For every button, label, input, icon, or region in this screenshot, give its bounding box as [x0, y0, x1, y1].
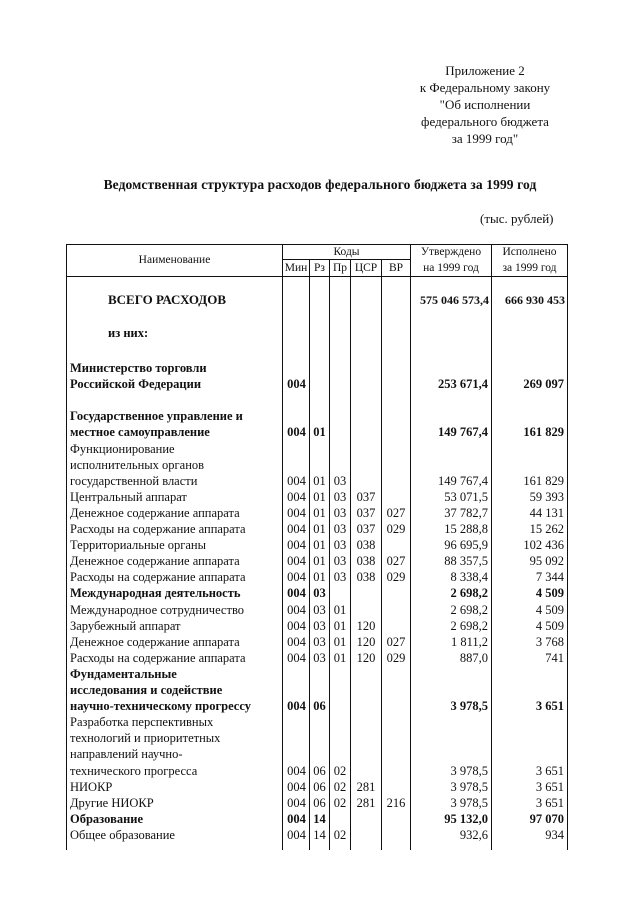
appendix-line: Приложение 2	[445, 63, 525, 78]
row-approved: 95 132,0	[444, 811, 488, 826]
row-code-pr: 02	[333, 763, 347, 778]
row-code-pr: 03	[333, 489, 347, 504]
row-name: Государственное управление и	[70, 409, 243, 424]
header-vr: ВР	[388, 262, 404, 274]
row-executed: 934	[545, 827, 564, 842]
row-code-pr: 03	[333, 538, 347, 553]
row-code-min: 004	[287, 618, 306, 633]
row-code-pr: 03	[333, 522, 347, 536]
row-code-pr: 03	[333, 505, 347, 520]
row-code-min: 004	[287, 377, 306, 392]
row-code-rz: 01	[313, 489, 326, 504]
row-approved: 3 978,5	[450, 779, 488, 794]
row-name: Территориальные органы	[70, 538, 207, 553]
row-code-rz: 01	[313, 554, 326, 569]
row-code-min: 004	[287, 554, 306, 569]
row-approved: 149 767,4	[438, 473, 488, 488]
of-which-label: из них:	[108, 326, 149, 340]
row-code-vr: 216	[386, 795, 406, 810]
row-code-rz: 01	[313, 425, 326, 440]
row-code-min: 004	[287, 827, 306, 842]
row-code-min: 004	[287, 586, 306, 601]
header-name: Наименование	[138, 254, 211, 266]
row-approved: 2 698,2	[450, 618, 488, 633]
row-approved: 37 782,7	[444, 505, 488, 520]
row-code-vr: 027	[386, 505, 406, 520]
row-code-rz: 03	[313, 618, 326, 633]
row-name: Министерство торговли	[70, 361, 207, 375]
row-code-min: 004	[287, 763, 306, 778]
row-name: местное самоуправление	[70, 425, 210, 440]
row-code-csr: 038	[356, 570, 376, 585]
row-executed: 269 097	[523, 377, 564, 392]
row-name: Другие НИОКР	[70, 795, 154, 810]
row-name: НИОКР	[70, 779, 113, 794]
row-code-pr: 02	[333, 779, 347, 794]
row-code-csr: 281	[356, 795, 376, 810]
appendix-line: к Федеральному закону	[419, 80, 551, 95]
row-name: Центральный аппарат	[70, 489, 187, 504]
row-code-pr: 01	[333, 618, 347, 633]
row-code-rz: 01	[313, 505, 326, 520]
row-name: Российской Федерации	[70, 377, 202, 392]
row-name: Денежное содержание аппарата	[70, 554, 240, 569]
row-executed: 4 509	[535, 586, 564, 601]
row-code-csr: 120	[356, 618, 376, 633]
row-code-pr: 02	[333, 795, 347, 810]
row-executed: 4 509	[535, 618, 564, 633]
row-name: Международная деятельность	[70, 586, 241, 601]
row-code-rz: 14	[313, 811, 326, 826]
row-executed: 7 344	[535, 570, 564, 585]
row-approved: 3 978,5	[450, 699, 488, 714]
row-code-min: 004	[287, 699, 306, 714]
row-code-csr: 037	[356, 505, 376, 520]
row-code-csr: 120	[356, 634, 376, 649]
row-name: Денежное содержание аппарата	[70, 505, 240, 520]
header-approved-year: на 1999 год	[423, 262, 479, 274]
row-code-pr: 01	[333, 634, 347, 649]
row-code-min: 004	[287, 795, 306, 810]
row-code-csr: 038	[356, 554, 376, 569]
row-executed: 44 131	[529, 505, 564, 520]
row-executed: 3 651	[535, 779, 564, 794]
row-code-vr: 029	[386, 522, 406, 536]
row-code-vr: 027	[386, 554, 406, 569]
row-approved: 3 978,5	[450, 795, 488, 810]
row-code-min: 004	[287, 634, 306, 649]
row-executed: 161 829	[523, 473, 564, 488]
row-code-csr: 120	[356, 650, 376, 665]
header-executed-year: за 1999 год	[502, 262, 557, 274]
row-name: Образование	[70, 811, 144, 826]
row-code-csr: 037	[356, 522, 376, 536]
row-code-rz: 14	[313, 827, 326, 842]
row-executed: 95 092	[529, 554, 564, 569]
row-name: технического прогресса	[70, 763, 198, 778]
header-csr: ЦСР	[354, 262, 378, 274]
row-code-min: 004	[287, 489, 306, 504]
row-code-rz: 06	[313, 795, 326, 810]
row-code-rz: 01	[313, 522, 326, 536]
row-code-min: 004	[287, 779, 306, 794]
row-code-rz: 01	[313, 538, 326, 553]
row-executed: 161 829	[523, 425, 564, 440]
header-approved: Утверждено	[420, 246, 482, 258]
total-label: ВСЕГО РАСХОДОВ	[108, 292, 227, 307]
row-code-csr: 038	[356, 538, 376, 553]
row-approved: 253 671,4	[438, 377, 488, 392]
row-code-rz: 03	[313, 634, 326, 649]
row-code-csr: 037	[356, 489, 376, 504]
row-approved: 96 695,9	[444, 538, 488, 553]
row-approved: 2 698,2	[450, 602, 488, 617]
row-executed: 4 509	[535, 602, 564, 617]
row-code-pr: 01	[333, 602, 347, 617]
row-code-vr: 029	[386, 650, 406, 665]
row-executed: 3 651	[535, 795, 564, 810]
row-code-min: 004	[287, 811, 306, 826]
row-name: исследования и содействие	[70, 683, 223, 697]
header-codes: Коды	[333, 246, 360, 258]
row-executed: 3 651	[535, 763, 564, 778]
total-executed: 666 930 453	[505, 293, 565, 307]
row-code-pr: 03	[333, 554, 347, 569]
row-name: Функционирование	[70, 441, 175, 456]
row-approved: 1 811,2	[450, 634, 488, 649]
document-title: Ведомственная структура расходов федерального бюджета за 1999 год	[103, 177, 537, 192]
row-approved: 887,0	[459, 650, 488, 665]
row-name: Расходы на содержание аппарата	[70, 570, 246, 585]
row-name: Общее образование	[70, 827, 175, 842]
row-code-rz: 06	[313, 763, 326, 778]
row-code-rz: 01	[313, 570, 326, 585]
row-name: направлений научно-	[70, 747, 183, 762]
row-executed: 15 262	[529, 522, 564, 536]
row-executed: 102 436	[523, 538, 564, 553]
row-code-rz: 03	[313, 602, 326, 617]
row-name: Фундаментальные	[70, 666, 177, 681]
row-code-rz: 03	[313, 586, 326, 601]
appendix-line: "Об исполнении	[439, 97, 531, 112]
row-name: Расходы на содержание аппарата	[70, 522, 246, 536]
row-approved: 3 978,5	[450, 763, 488, 778]
row-code-min: 004	[287, 522, 306, 536]
row-approved: 53 071,5	[444, 489, 488, 504]
header-min: Мин	[284, 262, 308, 274]
row-executed: 97 070	[529, 811, 564, 826]
row-name: научно-техническому прогрессу	[70, 699, 251, 714]
appendix-line: федерального бюджета	[421, 114, 549, 129]
row-name: Разработка перспективных	[70, 715, 214, 730]
row-code-min: 004	[287, 473, 306, 488]
appendix-line: за 1999 год"	[451, 131, 519, 146]
row-code-min: 004	[287, 425, 306, 440]
units-label: (тыс. рублей)	[480, 211, 554, 226]
row-name: государственной власти	[70, 473, 198, 488]
row-code-rz: 01	[313, 473, 326, 488]
row-code-pr: 01	[333, 650, 347, 665]
row-name: технологий и приоритетных	[70, 731, 221, 746]
row-code-vr: 029	[386, 570, 406, 585]
header-rz: Рз	[314, 262, 325, 274]
row-code-min: 004	[287, 570, 306, 585]
row-approved: 149 767,4	[438, 425, 488, 440]
row-name: Международное сотрудничество	[70, 602, 245, 617]
row-code-pr: 03	[333, 473, 347, 488]
row-approved: 15 288,8	[444, 522, 488, 536]
header-pr: Пр	[332, 262, 348, 274]
row-code-min: 004	[287, 505, 306, 520]
row-code-rz: 06	[313, 699, 326, 714]
header-executed: Исполнено	[502, 246, 557, 258]
total-approved: 575 046 573,4	[420, 293, 489, 307]
row-approved: 88 357,5	[444, 554, 488, 569]
row-executed: 59 393	[529, 489, 564, 504]
row-code-vr: 027	[386, 634, 406, 649]
row-approved: 2 698,2	[450, 586, 488, 601]
row-code-min: 004	[287, 538, 306, 553]
row-code-min: 004	[287, 650, 306, 665]
row-code-csr: 281	[356, 779, 376, 794]
row-name: Зарубежный аппарат	[70, 618, 181, 633]
row-approved: 8 338,4	[450, 570, 488, 585]
row-name: Расходы на содержание аппарата	[70, 650, 246, 665]
row-code-rz: 06	[313, 779, 326, 794]
row-code-min: 004	[287, 602, 306, 617]
row-code-pr: 02	[333, 827, 347, 842]
row-executed: 741	[545, 650, 564, 665]
row-code-rz: 03	[313, 650, 326, 665]
row-executed: 3 768	[535, 634, 564, 649]
row-name: Денежное содержание аппарата	[70, 634, 240, 649]
row-code-pr: 03	[333, 570, 347, 585]
row-approved: 932,6	[459, 827, 488, 842]
row-name: исполнительных органов	[70, 457, 205, 472]
row-executed: 3 651	[535, 699, 564, 714]
